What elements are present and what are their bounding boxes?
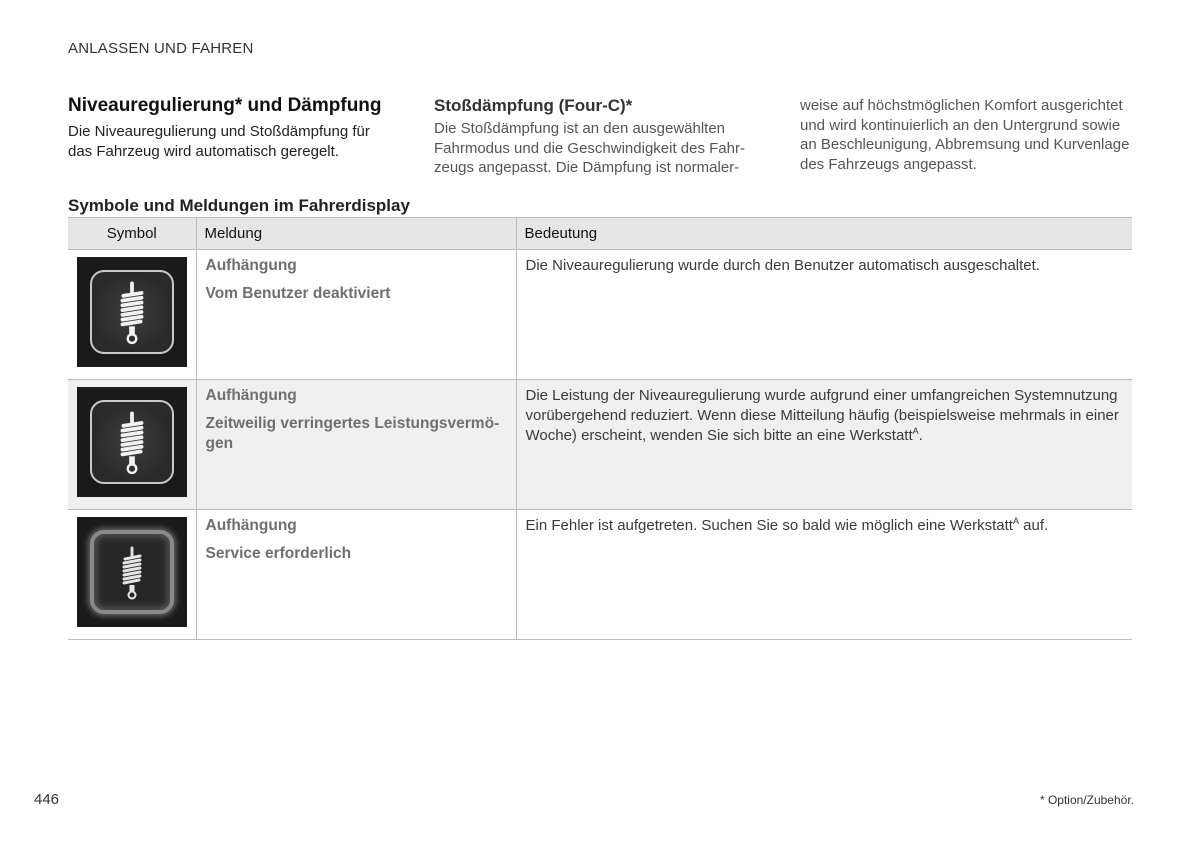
footnote-marker: A — [912, 426, 919, 436]
header-symbol: Symbol — [68, 218, 196, 250]
message-text: Zeitweilig verringertes Leistungsvermögen — [205, 415, 500, 452]
symbol-cell — [68, 380, 196, 510]
meaning-text: Ein Fehler ist aufgetreten. Suchen Sie so bald wie möglich eine Werkstatt$^A$ auf. — [525, 516, 1049, 534]
suspension-warning-icon — [77, 517, 187, 627]
symbol-cell — [68, 250, 196, 380]
intro-text: Die Niveauregulierung und Stoßdämpfung für das Fahrzeug wird automatisch geregelt. — [68, 123, 370, 160]
header-meaning: Bedeutung — [516, 218, 1132, 250]
meaning-cell — [516, 510, 1132, 640]
suspension-icon — [77, 257, 187, 367]
section-header: ANLASSEN UND FAHREN — [68, 40, 254, 57]
message-text: Vom Benutzer deaktiviert — [205, 285, 391, 302]
header-message: Meldung — [196, 218, 516, 250]
damping-title: Stoßdämpfung (Four-C)* — [434, 96, 633, 115]
message-cell — [196, 380, 516, 510]
symbol-cell — [68, 510, 196, 640]
message-title: Aufhängung — [205, 517, 297, 534]
footnote: * Option/Zubehör. — [1039, 793, 1134, 807]
meaning-text: Die Niveauregulierung wurde durch den Benutzer automatisch ausgeschaltet. — [525, 257, 1040, 274]
message-cell — [196, 510, 516, 640]
message-cell — [196, 250, 516, 380]
table-header-row — [68, 218, 1132, 250]
footnote-marker: A — [1012, 516, 1019, 526]
meaning-text: Die Leistung der Niveauregulierung wurde aufgrund einer umfangreichen Systemnutzung vorübergehend reduziert. Wenn diese Mitteilung häufig (beispielsweise mehrmals in einer Woche) erscheint, wenden Sie sich bitte an eine Werkstatt$^A$. — [525, 387, 1119, 444]
intro-title: Niveauregulierung* und Dämpfung — [68, 95, 382, 116]
table-row — [68, 510, 1132, 640]
message-title: Aufhängung — [205, 387, 297, 404]
table-row — [68, 250, 1132, 380]
suspension-icon — [77, 387, 187, 497]
damping-text: Die Stoßdämpfung ist an den ausgewählten Fahrmodus und die Geschwindigkeit des Fahrzeugs angepasst. Die Dämpfung ist normaler- — [434, 120, 745, 176]
page-number: 446 — [34, 791, 60, 808]
table-row — [68, 380, 1132, 510]
table-title: Symbole und Meldungen im Fahrerdisplay — [68, 196, 410, 215]
damping-text-continued: weise auf höchstmöglichen Komfort ausgerichtet und wird kontinuierlich an den Untergrund sowie an Beschleunigung, Abbremsung und Kurvenlage des Fahrzeugs angepasst. — [800, 97, 1130, 173]
symbols-table — [68, 217, 1132, 640]
meaning-cell — [516, 250, 1132, 380]
message-title: Aufhängung — [205, 257, 297, 274]
meaning-cell — [516, 380, 1132, 510]
message-text: Service erforderlich — [205, 545, 352, 562]
